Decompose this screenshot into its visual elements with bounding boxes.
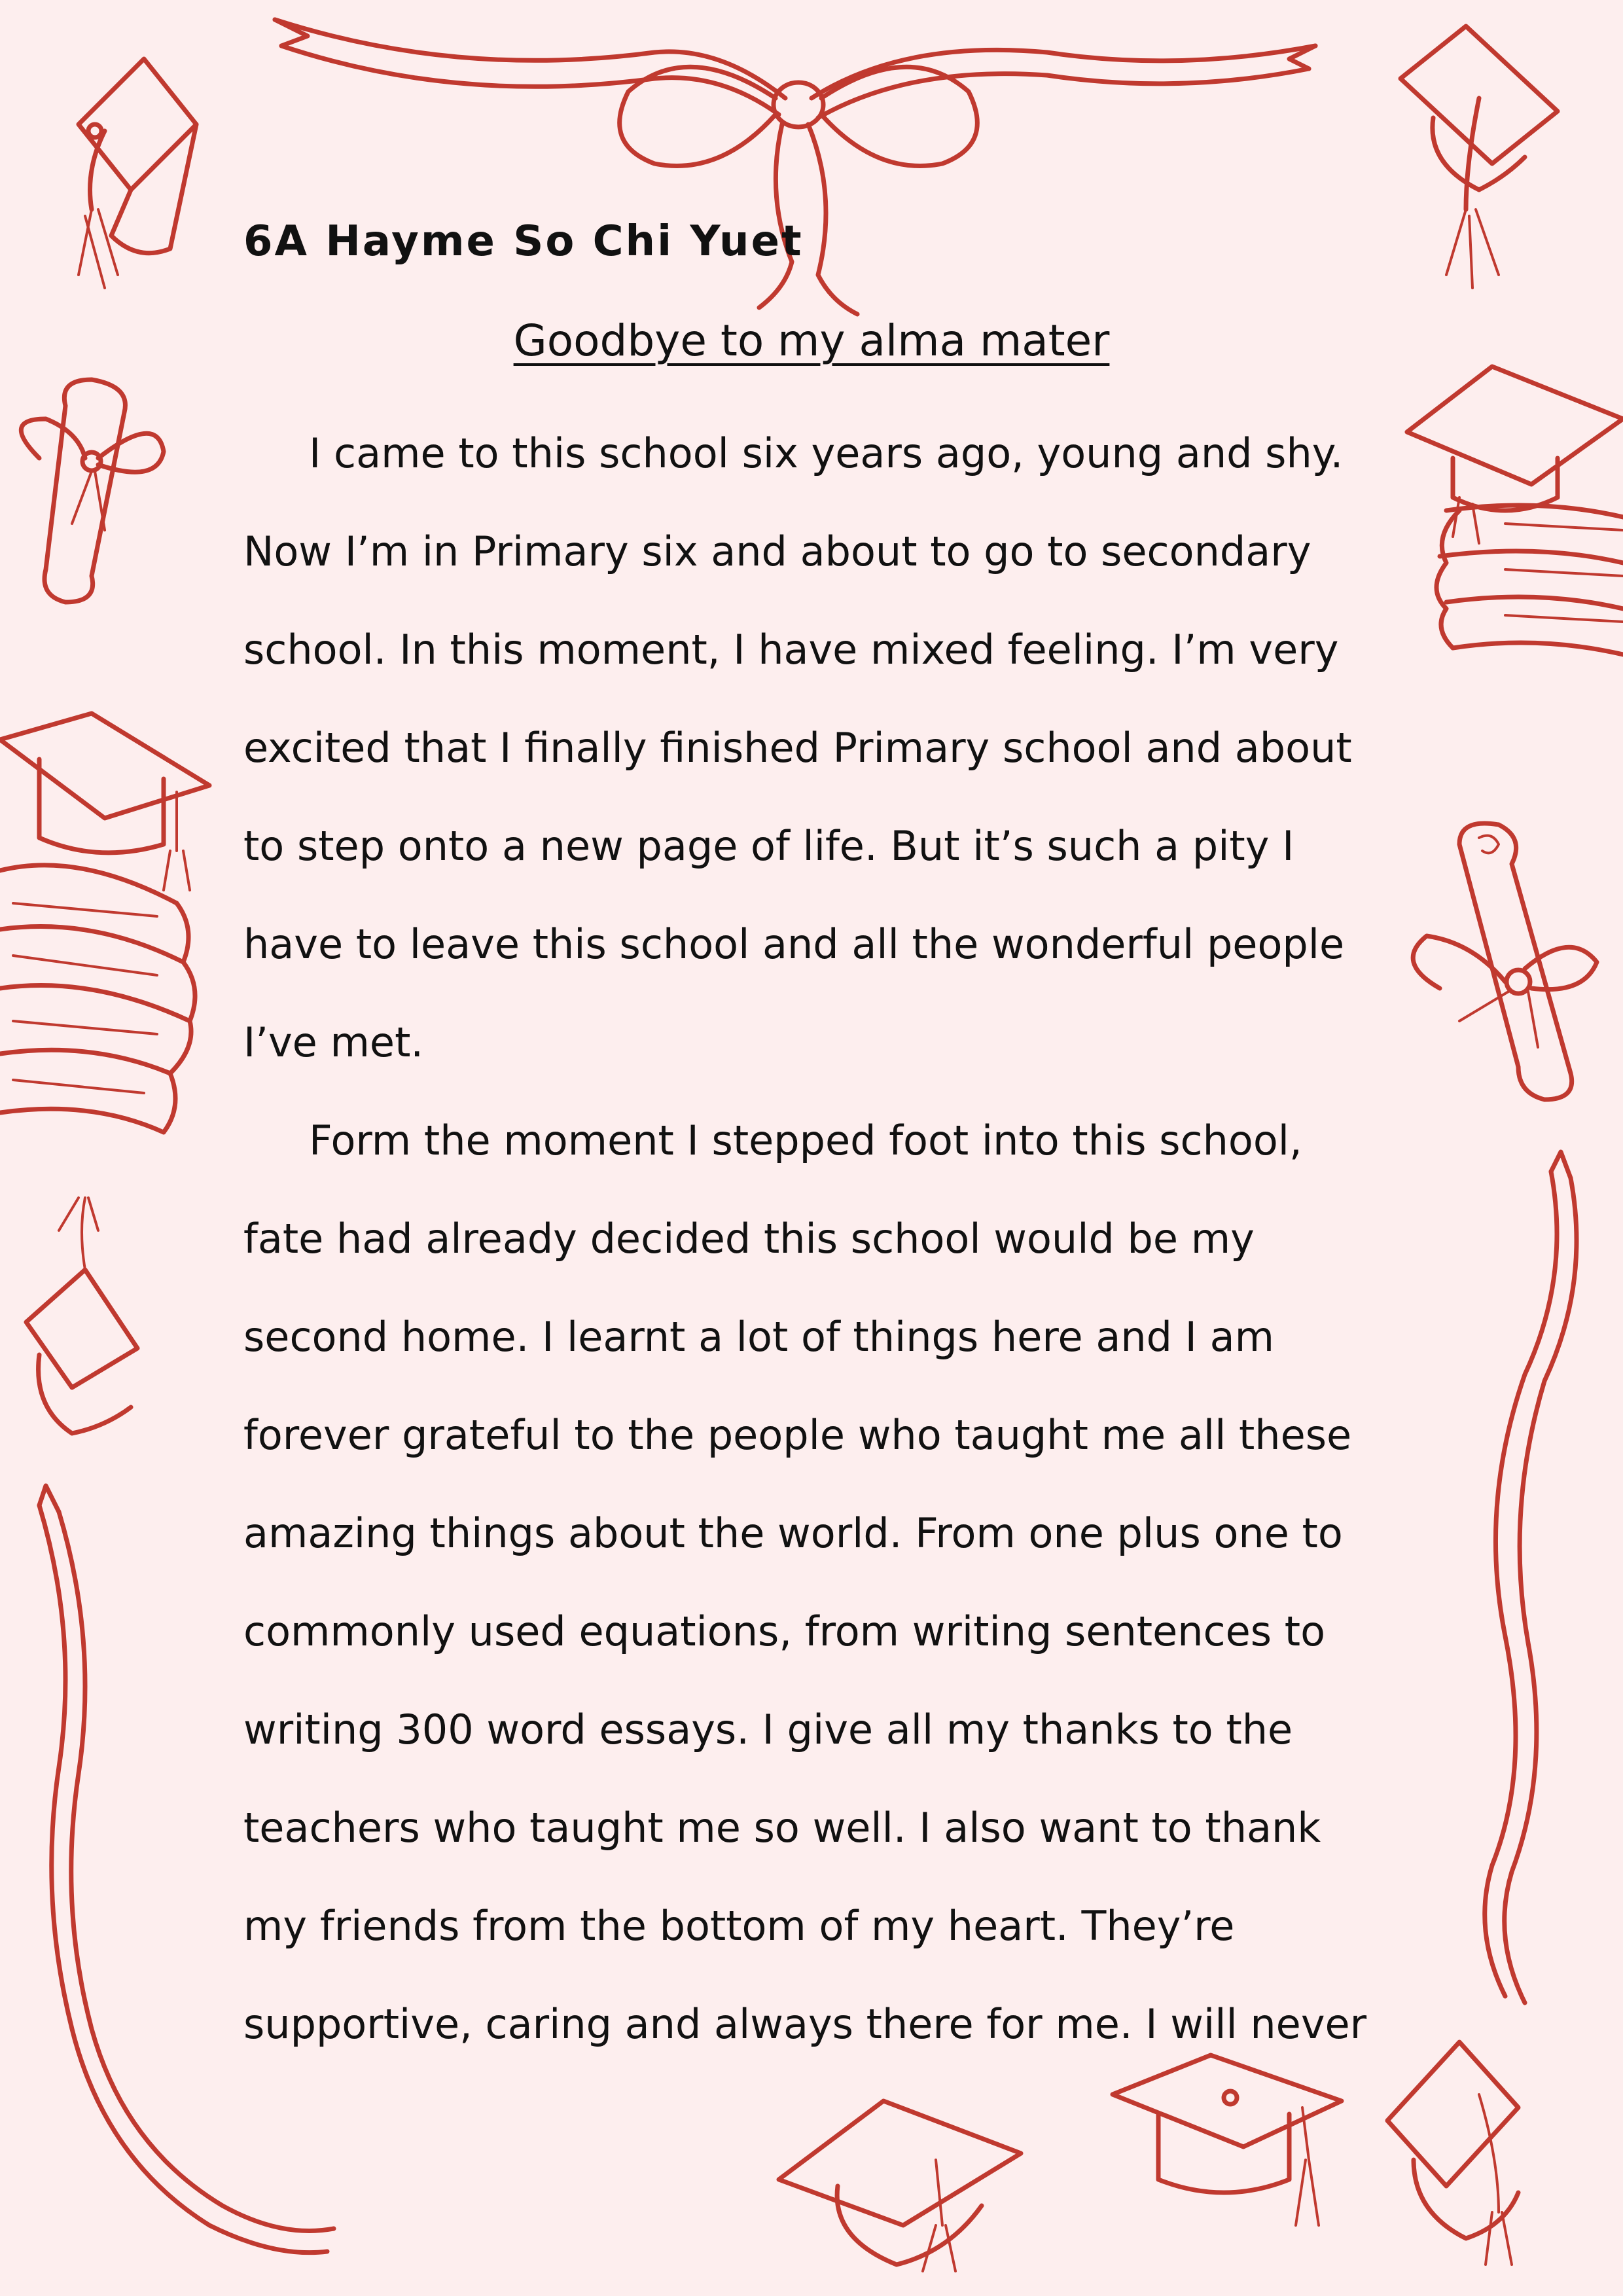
graduation-cap-icon [26,1198,137,1433]
essay-line: teachers who taught me so well. I also want to thank [243,1804,1321,1852]
essay-line: amazing things about the world. From one plus one to [243,1509,1343,1557]
essay-line: school. In this moment, I have mixed feeling. I’m very [243,626,1339,673]
graduation-cap-icon [779,2101,1021,2271]
diploma-scroll-icon [21,380,164,602]
essay-line: commonly used equations, from writing sentences to [243,1607,1326,1655]
graduation-cap-icon [79,59,196,288]
essay-line: forever grateful to the people who taught me all these [243,1411,1352,1459]
essay-line: to step onto a new page of life. But it’s such a pity I [243,822,1294,870]
graduation-cap-icon [1400,26,1558,288]
essay-line: supportive, caring and always there for me. I will never [243,2000,1367,2048]
essay-line: I came to this school six years ago, young and shy. [309,429,1344,477]
diploma-scroll-icon [1413,823,1597,1100]
essay-title-text: Goodbye to my alma mater [513,315,1110,366]
essay-body [243,404,1395,2073]
essay-line: excited that I finally finished Primary school and about [243,724,1352,772]
graduation-cap-icon [1113,2055,1342,2225]
essay-line: second home. I learnt a lot of things here and I am [243,1313,1275,1361]
essay-line: Now I’m in Primary six and about to go to secondary [243,528,1311,575]
essay-title [0,315,1623,366]
book-stack-icon [0,713,209,1132]
ribbon-streamer-icon [1485,1152,1577,2003]
essay-line: my friends from the bottom of my heart. They’re [243,1902,1235,1950]
ribbon-bow-icon [275,20,1315,314]
graduation-cap-icon [1387,2042,1518,2265]
essay-line: fate had already decided this school would be my [243,1215,1255,1263]
book-stack-icon [1407,367,1623,655]
essay-line: writing 300 word essays. I give all my thanks to the [243,1706,1293,1753]
author-line: 6A Hayme So Chi Yuet [243,217,804,266]
essay-line: Form the moment I stepped foot into this school, [309,1117,1302,1164]
essay-line: have to leave this school and all the wonderful people [243,920,1345,968]
essay-line: I’ve met. [243,1018,424,1066]
